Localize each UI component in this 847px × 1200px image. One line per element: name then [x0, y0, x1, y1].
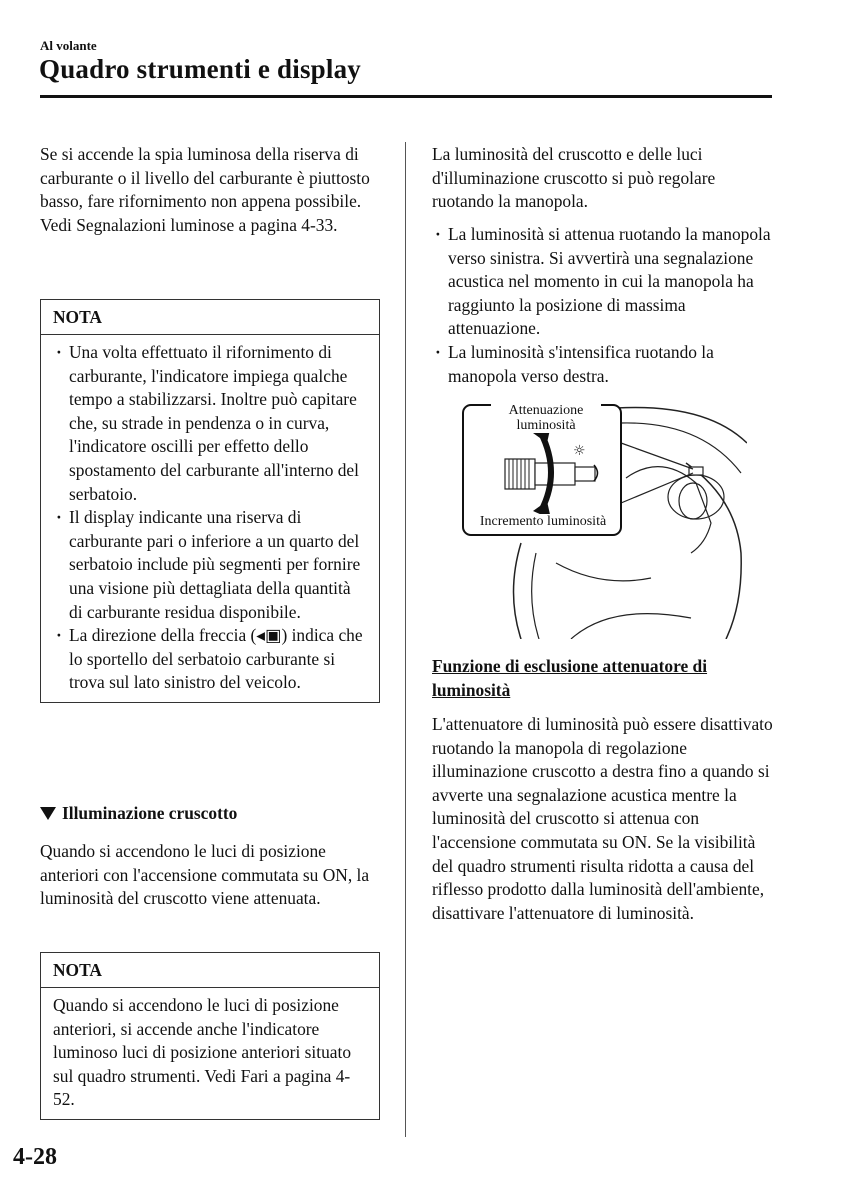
dimmer-list [432, 223, 777, 388]
subheading-dashboard-lighting [40, 803, 237, 824]
right-intro-paragraph: La luminosità del cruscotto e delle luci d'illuminazione cruscotto si può regolare ruotando la manopola. [432, 144, 716, 212]
list-item: · Una volta effettuato il rifornimento di carburante, l'indicatore impiega qualche tempo a stabilizzarsi. Inoltre può capitare che, su strade in pendenza o in curva, l'indicatore oscilli per effetto dello spostamento del carburante all'interno del serbatoio. [53, 341, 367, 506]
dashboard-lighting-paragraph: Quando si accendono le luci di posizione anteriori con l'accensione commutata su ON, la luminosità del cruscotto viene attenuata. [40, 841, 370, 909]
list-item: · La direzione della freccia (◂▣) indica che lo sportello del serbatoio carburante si trova sul lato sinistro del veicolo. [53, 624, 367, 695]
left-intro-paragraph: Se si accende la spia luminosa della riserva di carburante o il livello del carburante è piuttosto basso, fare rifornimento non appena possibile. Vedi Segnalazioni luminose a pagina 4-33. [40, 144, 370, 235]
subheading-text: Illuminazione cruscotto [62, 803, 238, 823]
column-divider [405, 142, 406, 1137]
svg-text:☼: ☼ [573, 443, 586, 459]
dimmer-cancel-paragraph: L'attenuatore di luminosità può essere disattivato ruotando la manopola di regolazione illuminazione cruscotto a destra fino a quando si avverte una segnalazione acustica mentre la luminosità del cruscotto si attenua con l'accensione commutata su ON. Se la visibilità del quadro strumenti risulta ridotta a causa del riflesso prodotto dalla luminosità dell'ambiente, disattivare l'attenuatore di luminosità. [432, 714, 773, 923]
triangle-bullet-icon [40, 807, 56, 820]
list-item: · La luminosità si attenua ruotando la manopola verso sinistra. Si avvertirà una segnalazione acustica nel momento in cui la manopola ha raggiunto la posizione di massima attenuazione. [432, 223, 777, 341]
section-label: Al volante [40, 38, 97, 53]
page-number: 4-28 [13, 1144, 57, 1170]
note-body [41, 335, 379, 702]
title-rule [40, 95, 772, 98]
note-heading: NOTA [41, 300, 379, 335]
dimmer-knob-illustration [461, 403, 747, 639]
list-item: · La luminosità s'intensifica ruotando la manopola verso destra. [432, 341, 777, 388]
dimmer-cancel-heading: Funzione di esclusione attenuatore di luminosità [432, 656, 708, 700]
note-list [53, 341, 367, 695]
label-brightening: Incremento luminosità [467, 514, 619, 529]
note-body: Quando si accendono le luci di posizione anteriori, si accende anche l'indicatore luminoso luci di posizione anteriori situato sul quadro strumenti. Vedi Fari a pagina 4-52. [53, 995, 352, 1110]
note-heading: NOTA [41, 953, 379, 988]
page-title: Quadro strumenti e display [39, 54, 361, 84]
note-box-fuel [40, 299, 380, 703]
label-dimming: Attenuazione luminosità [491, 403, 601, 433]
list-item: · Il display indicante una riserva di carburante pari o inferiore a un quarto del serbatoio include più segmenti per fornire una visione più dettagliata della quantità di carburante residua disponibile. [53, 506, 367, 624]
note-box-lights [40, 952, 380, 1120]
